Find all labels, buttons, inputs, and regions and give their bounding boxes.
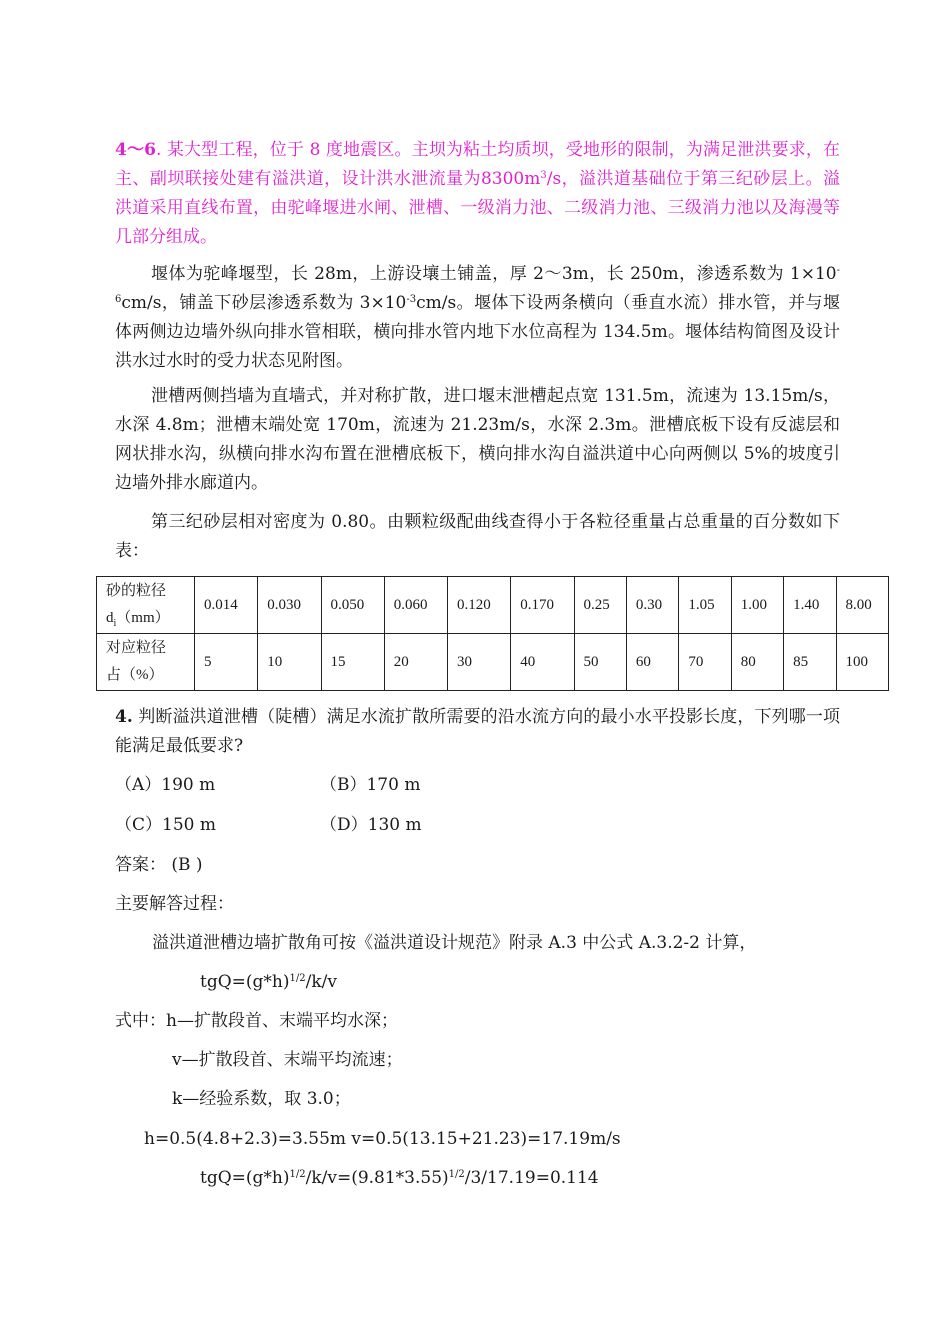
row-header-text: 对应粒径 [106, 640, 167, 656]
formula-2-a: tgQ=(g*h) [200, 1168, 290, 1188]
table-cell: 0.30 [626, 577, 678, 634]
table-cell: 100 [836, 634, 888, 691]
table-cell: 0.060 [384, 577, 447, 634]
table-cell: 40 [511, 634, 574, 691]
process-heading: 主要解答过程： [115, 894, 234, 914]
table-cell: 8.00 [836, 577, 888, 634]
option-a: （A）190 m [115, 775, 216, 795]
intro-sup: 3 [540, 170, 547, 181]
solution-intro: 溢洪道泄槽边墙扩散角可按《溢洪道设计规范》附录 A.3 中公式 A.3.2-2 计算， [152, 933, 757, 953]
table-cell: 20 [384, 634, 447, 691]
question-number: 4. [115, 707, 133, 727]
table-row [97, 634, 889, 691]
table-cell: 0.120 [448, 577, 511, 634]
table-cell: 30 [448, 634, 511, 691]
formula-1-b: /k/v [305, 972, 337, 992]
intro-text-end: /s，溢洪道基础位于第三纪砂层上。溢洪道采用直线布置，由驼峰堰进水闸、泄槽、一级消力池、二级消力池、三级消力池以及海漫等几部分组成。 [115, 169, 840, 247]
table-cell: 1.00 [731, 577, 783, 634]
table-row [97, 577, 889, 634]
weir-text-a: 堰体为驼峰堰型，长 28m，上游设壤土铺盖，厚 2～3m，长 250m，渗透系数为 1×10 [151, 264, 837, 284]
option-d: （D）130 m [320, 815, 422, 835]
row-header-diameter [97, 577, 195, 634]
calculation-line: h=0.5(4.8+2.3)=3.55m v=0.5(13.15+21.23)=17.19m/s [144, 1129, 621, 1149]
table-cell: 60 [626, 634, 678, 691]
table-cell: 0.030 [258, 577, 321, 634]
table-cell: 80 [731, 634, 783, 691]
grain-size-table [96, 576, 889, 691]
table-cell: 1.40 [784, 577, 836, 634]
table-cell: 1.05 [679, 577, 731, 634]
formula-1 [200, 970, 337, 994]
question-text: 判断溢洪道泄槽（陡槽）满足水流扩散所需要的沿水流方向的最小水平投影长度，下列哪一项能满足最低要求? [115, 707, 840, 756]
table-cell: 0.014 [195, 577, 258, 634]
row-header-text: 占（%） [106, 667, 164, 683]
table-cell: 70 [679, 634, 731, 691]
row-header-text: （mm） [116, 610, 170, 626]
formula-2-c: /3/17.19=0.114 [464, 1168, 599, 1188]
answer-line: 答案： (B ) [115, 855, 203, 875]
weir-text-b: cm/s，铺盖下砂层渗透系数为 3×10 [121, 293, 407, 313]
formula-2-sup-1: 1/2 [289, 1169, 306, 1180]
weir-text-c: cm/s。堰体下设两条横向（垂直水流）排水管，并与堰体两侧边边墙外纵向排水管相联，横向排水管内地下水位高程为 134.5m。堰体结构简图及设计洪水过水时的受力状态见附图。 [115, 293, 840, 371]
formula-2 [200, 1166, 599, 1190]
table-cell: 50 [574, 634, 626, 691]
intro-paragraph [115, 136, 840, 252]
chute-paragraph: 泄槽两侧挡墙为直墙式，并对称扩散，进口堰末泄槽起点宽 131.5m，流速为 13.15m/s，水深 4.8m；泄槽末端处宽 170m，流速为 21.23m/s，水深 2.3m。泄槽底板下设有反滤层和网状排水沟，纵横向排水沟布置在泄槽底板下，横向排水沟自溢洪道中心向两侧以 5%的坡度引边墙外排水廊道内。 [115, 386, 840, 493]
problem-number: 4～6 [115, 140, 156, 160]
question-paragraph [115, 703, 840, 761]
row-header-text: d [106, 610, 114, 626]
intro-text: . 某大型工程，位于 8 度地震区。主坝为粘土均质坝，受地形的限制，为满足泄洪要求，在主、副坝联接处建有溢洪道，设计洪水泄流量为8300m [115, 140, 840, 189]
weir-sup-2: -3 [406, 294, 417, 305]
table-cell: 0.050 [321, 577, 384, 634]
row-header-sub: i [113, 618, 117, 629]
table-cell: 5 [195, 634, 258, 691]
definition-k: k—经验系数，取 3.0； [172, 1089, 351, 1109]
row-header-percent [97, 634, 195, 691]
table-cell: 0.170 [511, 577, 574, 634]
formula-1-sup: 1/2 [289, 973, 306, 984]
definition-v: v—扩散段首、末端平均流速； [172, 1050, 403, 1070]
table-cell: 85 [784, 634, 836, 691]
formula-2-sup-2: 1/2 [448, 1169, 465, 1180]
weir-paragraph [115, 260, 840, 376]
option-c: （C）150 m [115, 815, 216, 835]
weir-sup-1: -6 [115, 265, 840, 305]
table-cell: 15 [321, 634, 384, 691]
formula-2-b: /k/v=(9.81*3.55) [305, 1168, 449, 1188]
sand-paragraph: 第三纪砂层相对密度为 0.80。由颗粒级配曲线查得小于各粒径重量占总重量的百分数如下表： [115, 512, 840, 561]
table-cell: 10 [258, 634, 321, 691]
definition-h: 式中：h—扩散段首、末端平均水深； [115, 1011, 398, 1031]
table-cell: 0.25 [574, 577, 626, 634]
option-b: （B）170 m [320, 775, 421, 795]
row-header-text: 砂的粒径 [106, 583, 167, 599]
formula-1-a: tgQ=(g*h) [200, 972, 290, 992]
